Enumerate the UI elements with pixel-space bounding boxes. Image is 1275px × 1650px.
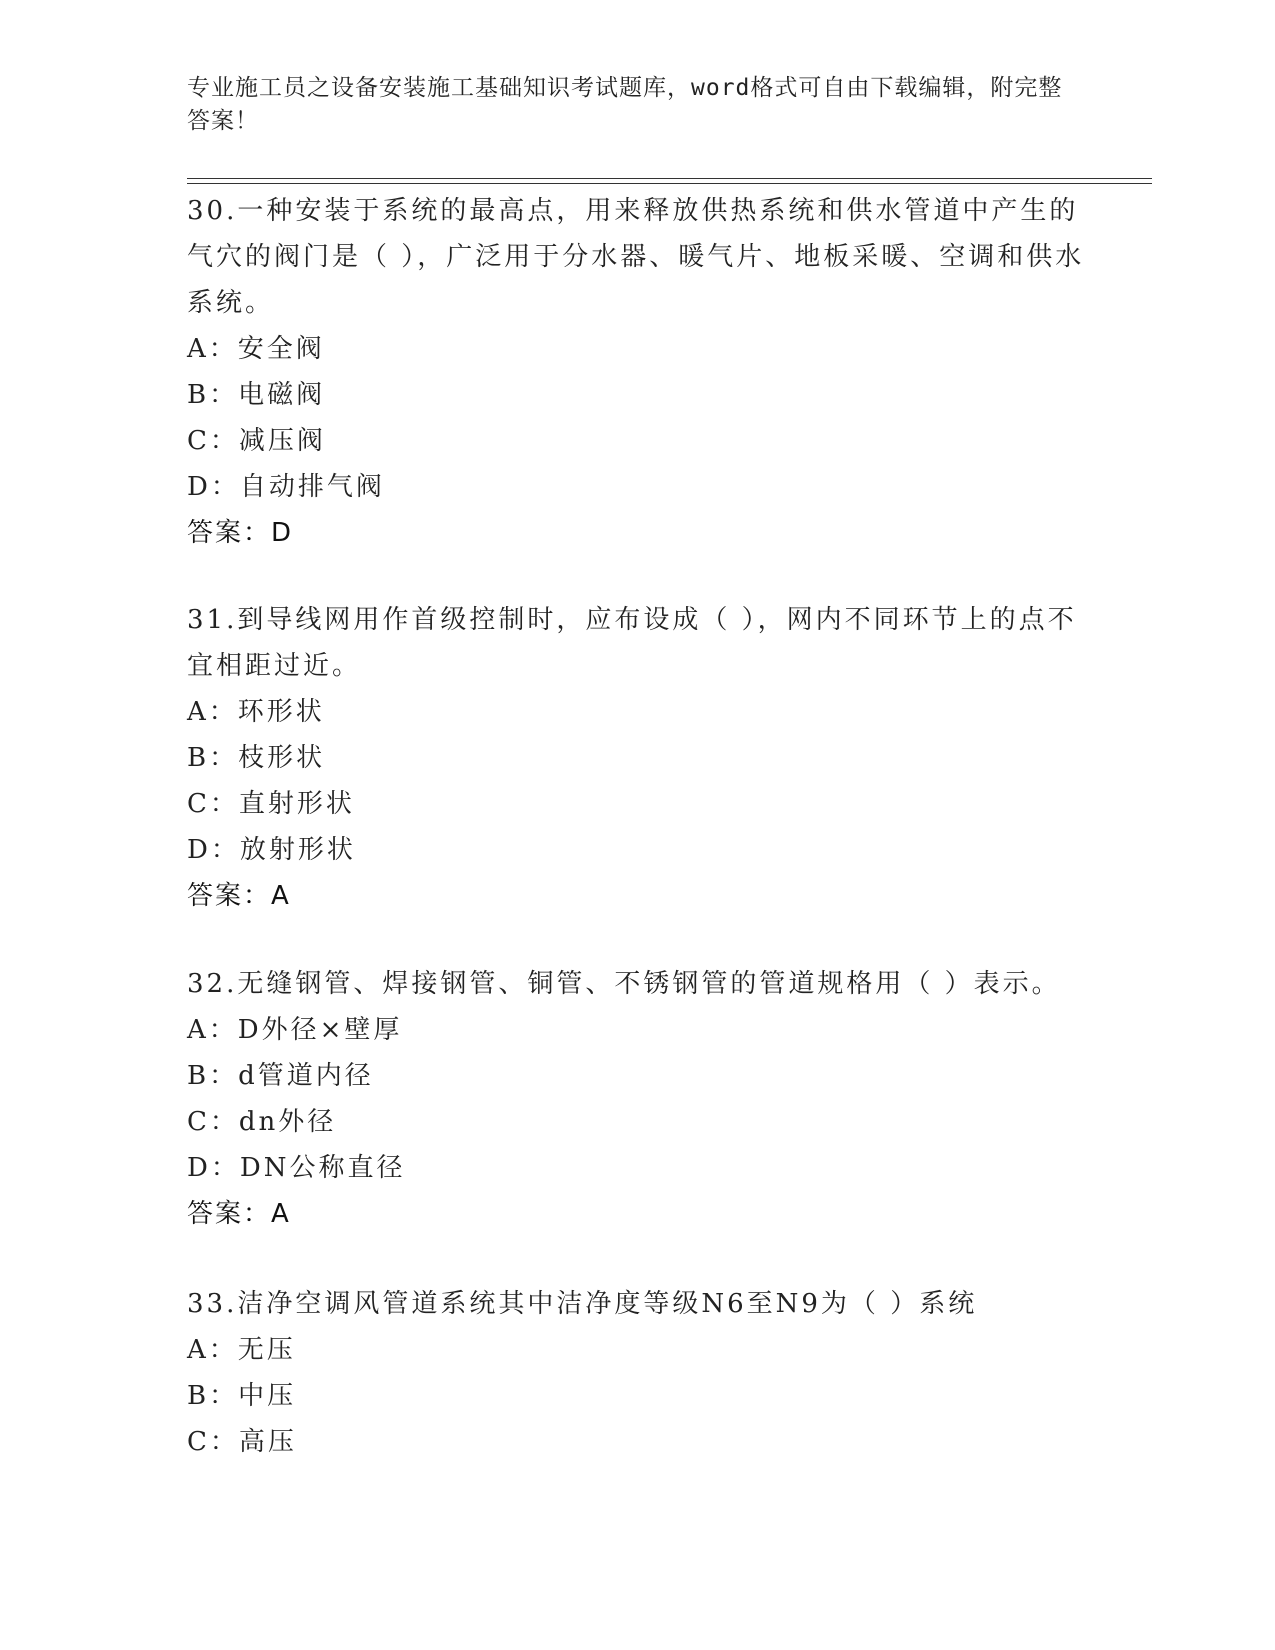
answer-line: 答案：A: [187, 881, 291, 911]
option-c: C：减压阀: [187, 426, 326, 456]
question-stem: 31.到导线网用作首级控制时，应布设成（ ），网内不同环节上的点不宜相距过近。: [187, 605, 1077, 681]
option-a: A：安全阀: [187, 334, 325, 364]
option-a: A：D外径×壁厚: [187, 1015, 403, 1045]
document-page: [187, 0, 1147, 1650]
option-c: C：高压: [187, 1427, 297, 1457]
question-32: [187, 961, 1087, 1237]
question-33: [187, 1281, 1087, 1465]
answer-line: 答案：D: [187, 518, 294, 548]
option-a: A：环形状: [187, 697, 325, 727]
option-d: D：DN公称直径: [187, 1153, 406, 1183]
option-b: B：电磁阀: [187, 380, 326, 410]
question-31: [187, 597, 1087, 919]
option-b: B：d管道内径: [187, 1061, 374, 1091]
option-c: C：dn外径: [187, 1107, 337, 1137]
question-stem: 30.一种安装于系统的最高点，用来释放供热系统和供水管道中产生的气穴的阀门是（ ），广泛用于分水器、暖气片、地板采暖、空调和供水系统。: [187, 196, 1085, 318]
option-c: C：直射形状: [187, 789, 355, 819]
option-a: A：无压: [187, 1335, 296, 1365]
option-b: B：枝形状: [187, 743, 326, 773]
answer-line: 答案：A: [187, 1199, 291, 1229]
header-divider-top: [187, 178, 1152, 179]
option-d: D：自动排气阀: [187, 472, 385, 502]
option-d: D：放射形状: [187, 835, 356, 865]
header-divider-bottom: [187, 183, 1152, 184]
question-stem: 32.无缝钢管、焊接钢管、铜管、不锈钢管的管道规格用（ ）表示。: [187, 969, 1061, 999]
document-header: 专业施工员之设备安装施工基础知识考试题库，word格式可自由下载编辑，附完整答案！: [187, 75, 1063, 134]
question-30: [187, 188, 1087, 556]
option-b: B：中压: [187, 1381, 297, 1411]
question-stem: 33.洁净空调风管道系统其中洁净度等级N6至N9为（ ）系统: [187, 1289, 978, 1319]
